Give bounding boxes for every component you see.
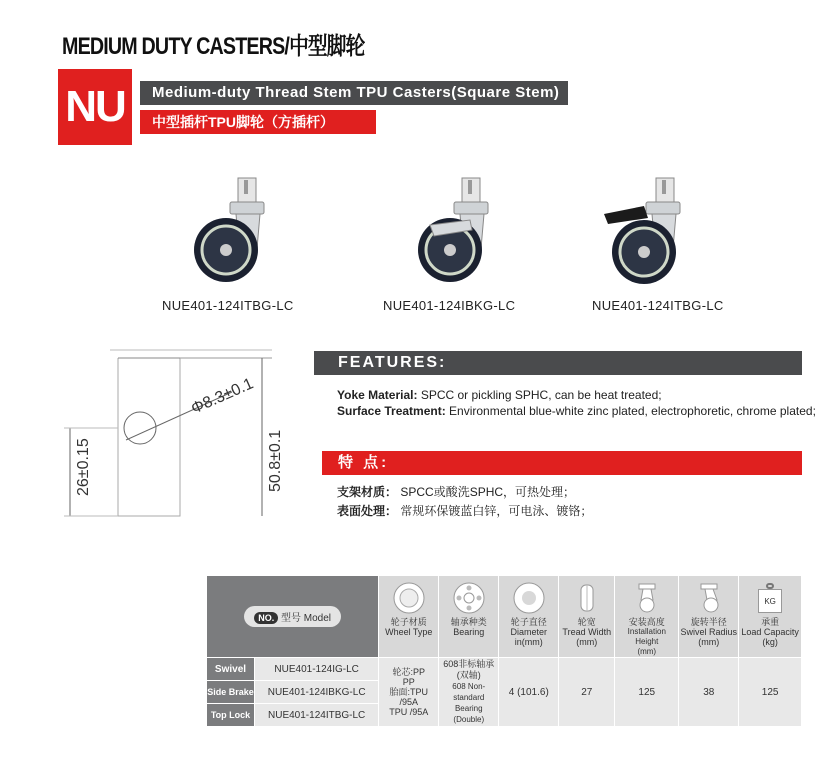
diameter-header-cn: 轮子直径 xyxy=(510,617,547,627)
surface-treatment-value: Environmental blue-white zinc plated, electrophoretic, chrome plated; xyxy=(449,404,816,418)
yoke-material-line xyxy=(337,387,662,403)
wheel-type-header-cn: 轮子材质 xyxy=(390,617,427,627)
diameter-icon xyxy=(513,582,545,614)
weight-icon xyxy=(754,582,786,614)
surface-treatment-cn-label: 表面处理： xyxy=(337,504,398,518)
english-title-bar: Medium-duty Thread Stem TPU Casters(Square Stem) xyxy=(140,81,568,105)
load-capacity-cell: 125 xyxy=(739,658,802,727)
bearing-line-3: 608 Non-standard xyxy=(452,682,486,702)
top-lock-caster-image xyxy=(600,170,700,290)
load-capacity-header-unit: (kg) xyxy=(762,637,778,647)
wheel-type-line-4: TPU /95A xyxy=(389,707,429,717)
chinese-title-bar: 中型插杆TPU脚轮（方插杆） xyxy=(140,110,376,134)
wheel-type-header xyxy=(379,576,439,658)
installation-height-header-unit: (mm) xyxy=(637,647,657,656)
installation-height-header-en: Installation Height xyxy=(627,627,666,646)
surface-treatment-line xyxy=(337,403,816,419)
swivel-radius-header-unit: (mm) xyxy=(698,637,720,647)
tread-width-cell: 27 xyxy=(559,658,615,727)
installation-height-cell: 125 xyxy=(615,658,679,727)
bearing-icon xyxy=(453,582,485,614)
surface-treatment-cn-line xyxy=(337,503,592,519)
installation-height-header-cn: 安装高度 xyxy=(628,617,665,627)
row-type-side-brake: Side Brake xyxy=(207,681,255,704)
installation-height-header xyxy=(615,576,679,658)
diameter-header-en: Diameter xyxy=(510,627,548,637)
caster-label-2: NUE401-124IBKG-LC xyxy=(383,298,516,313)
weight-icon-label: KG xyxy=(758,589,782,613)
yoke-material-cn-label: 支架材质： xyxy=(337,485,398,499)
caster-label-1: NUE401-124ITBG-LC xyxy=(162,298,294,313)
spec-table xyxy=(206,575,802,724)
swivel-radius-header-en: Swivel Radius xyxy=(680,627,738,637)
yoke-material-cn-line xyxy=(337,484,575,500)
row-model-side-brake: NUE401-124IBKG-LC xyxy=(255,681,379,704)
swivel-radius-header xyxy=(679,576,739,658)
diameter-header xyxy=(499,576,559,658)
features-cn-heading: 特 点: xyxy=(322,451,802,475)
bearing-header-cn: 轴承种类 xyxy=(450,617,487,627)
row-model-swivel: NUE401-124IG-LC xyxy=(255,658,379,681)
length-dimension: 50.8±0.1 xyxy=(267,429,284,492)
row-type-swivel: Swivel xyxy=(207,658,255,681)
diameter-cell: 4 (101.6) xyxy=(499,658,559,727)
tread-width-header-unit: (mm) xyxy=(576,637,598,647)
bearing-line-2: (双轴) xyxy=(456,670,481,680)
series-badge: NU xyxy=(58,69,132,145)
diameter-dimension: Φ8.3±0.1 xyxy=(188,375,256,418)
wheel-type-cell xyxy=(379,658,439,727)
wheel-type-line-1: 轮芯:PP xyxy=(392,667,426,677)
bearing-line-1: 608非标轴承 xyxy=(443,659,495,669)
row-type-top-lock: Top Lock xyxy=(207,704,255,727)
side-brake-caster-image xyxy=(410,170,510,290)
installation-height-icon xyxy=(631,582,663,614)
tread-width-header-cn: 轮宽 xyxy=(577,617,596,627)
bearing-cell xyxy=(439,658,499,727)
swivel-radius-cell: 38 xyxy=(679,658,739,727)
load-capacity-header-en: Load Capacity xyxy=(741,627,799,637)
diameter-header-unit: in(mm) xyxy=(514,637,543,647)
wheel-type-header-en: Wheel Type xyxy=(385,627,433,637)
features-heading: FEATURES: xyxy=(322,351,802,375)
load-capacity-header-cn: 承重 xyxy=(761,617,780,627)
model-header-cell xyxy=(207,576,379,658)
yoke-material-label: Yoke Material: xyxy=(337,388,418,402)
bearing-line-4: Bearing (Double) xyxy=(453,704,485,724)
height-dimension: 26±0.15 xyxy=(75,438,92,496)
tread-width-icon xyxy=(571,582,603,614)
bearing-header-en: Bearing xyxy=(453,627,485,637)
swivel-radius-header-cn: 旋转半径 xyxy=(690,617,727,627)
swivel-caster-image xyxy=(186,170,276,290)
wheel-type-line-3: 胎面:TPU /95A xyxy=(389,687,429,707)
row-model-top-lock: NUE401-124ITBG-LC xyxy=(255,704,379,727)
model-header-label: 型号 Model xyxy=(281,613,332,624)
model-no-badge: NO. xyxy=(254,612,278,624)
tread-width-header xyxy=(559,576,615,658)
load-capacity-header xyxy=(739,576,802,658)
page-title: MEDIUM DUTY CASTERS/中型脚轮 xyxy=(62,33,365,60)
surface-treatment-cn-value: 常规环保镀蓝白锌，可电泳、镀铬； xyxy=(400,504,593,518)
yoke-material-cn-value: SPCC或酸洗SPHC，可热处理； xyxy=(400,485,576,499)
stem-dimension-drawing xyxy=(40,336,300,526)
bearing-header xyxy=(439,576,499,658)
wheel-icon xyxy=(393,582,425,614)
surface-treatment-label: Surface Treatment: xyxy=(337,404,446,418)
wheel-type-line-2: PP xyxy=(402,677,415,687)
tread-width-header-en: Tread Width xyxy=(562,627,612,637)
swivel-radius-icon xyxy=(693,582,725,614)
yoke-material-value: SPCC or pickling SPHC, can be heat treated; xyxy=(420,388,662,402)
caster-label-3: NUE401-124ITBG-LC xyxy=(592,298,724,313)
